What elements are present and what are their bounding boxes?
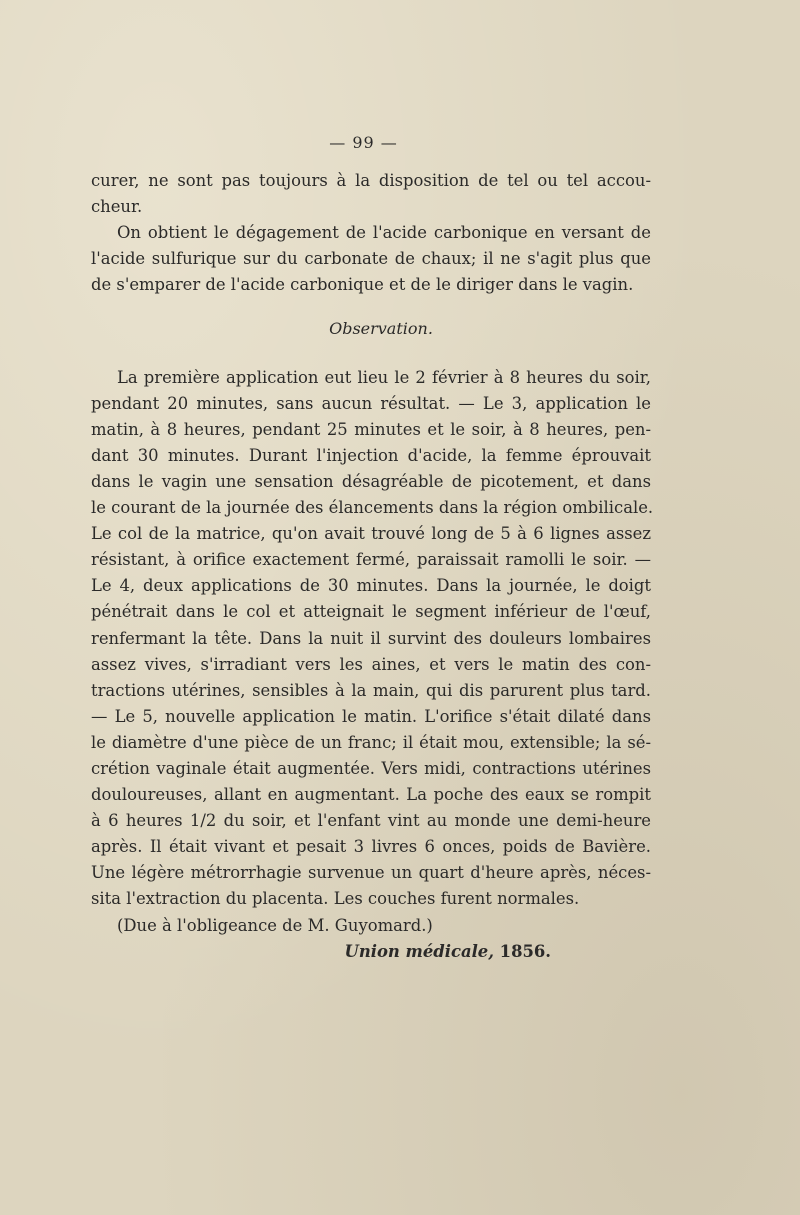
- text-line: dant 30 minutes. Durant l'injection d'acide, la femme éprouvait: [91, 445, 651, 465]
- observation-line: [91, 860, 651, 886]
- text-line: On obtient le dégagement de l'acide carbonique en versant de: [117, 223, 651, 243]
- observation-line: [91, 521, 651, 547]
- text-line: La première application eut lieu le 2 février à 8 heures du soir,: [117, 367, 651, 387]
- observation-line: [91, 678, 651, 704]
- text-line: curer, ne sont pas toujours à la disposition de tel ou tel accou-: [91, 171, 651, 190]
- credit-line: (Due à l'obligeance de M. Guyomard.): [117, 915, 433, 935]
- text-line: renfermant la tête. Dans la nuit il survint des douleurs lombaires: [91, 628, 651, 648]
- observation-line: [91, 652, 651, 678]
- observation-line: [91, 391, 651, 417]
- text-line: dans le vagin une sensation désagréable de picotement, et dans: [91, 471, 651, 491]
- text-line: matin, à 8 heures, pendant 25 minutes et le soir, à 8 heures, pen-: [91, 419, 651, 439]
- text-line: à 6 heures 1/2 du soir, et l'enfant vint au monde une demi-heure: [91, 811, 651, 831]
- source-citation: [91, 939, 651, 965]
- observation-line: [91, 599, 651, 625]
- text-line: après. Il était vivant et pesait 3 livres 6 onces, poids de Bavière.: [91, 837, 651, 857]
- observation-line: [91, 886, 651, 912]
- text-line: douloureuses, allant en augmentant. La poche des eaux se rompit: [91, 785, 651, 805]
- text-line: Le 4, deux applications de 30 minutes. Dans la journée, le doigt: [91, 576, 651, 596]
- text-line: résistant, à orifice exactement fermé, paraissait ramolli le soir. —: [91, 550, 651, 570]
- text-line: le courant de la journée des élancements dans la région ombilicale.: [91, 498, 654, 518]
- text-line: sita l'extraction du placenta. Les couches furent normales.: [91, 889, 580, 909]
- text-line: le diamètre d'une pièce de un franc; il était mou, extensible; la sé-: [91, 732, 651, 752]
- text-line: l'acide sulfurique sur du carbonate de chaux; il ne s'agit plus que: [91, 249, 651, 269]
- source-year: 1856.: [499, 941, 551, 961]
- observation-line: [91, 547, 651, 573]
- text-line: pénétrait dans le col et atteignait le segment inférieur de l'œuf,: [91, 602, 651, 622]
- observation-line: [91, 469, 651, 495]
- text-line: pendant 20 minutes, sans aucun résultat. — Le 3, application le: [91, 393, 651, 413]
- text-line: crétion vaginale était augmentée. Vers midi, contractions utérines: [91, 758, 651, 778]
- observation-line: [91, 730, 651, 756]
- observation-line: [91, 782, 651, 808]
- text-line: de s'emparer de l'acide carbonique et de le diriger dans le vagin.: [91, 275, 634, 295]
- observation-line: [91, 495, 654, 521]
- observation-line: [91, 365, 651, 391]
- body-text: [91, 168, 654, 965]
- paragraph-2: [91, 220, 651, 246]
- observation-paragraph: [91, 365, 654, 913]
- text-line: assez vives, s'irradiant vers les aines, et vers le matin des con-: [91, 654, 651, 674]
- observation-line: [91, 808, 651, 834]
- paragraph-1-end: [91, 194, 651, 220]
- paragraph-2-line: [91, 246, 651, 272]
- observation-line: [91, 834, 651, 860]
- text-line: tractions utérines, sensibles à la main, qui dis parurent plus tard.: [91, 680, 651, 700]
- paragraph-2-end: [91, 272, 651, 298]
- observation-line: [91, 443, 651, 469]
- text-line: Le col de la matrice, qu'on avait trouvé long de 5 à 6 lignes assez: [91, 524, 651, 544]
- paragraph-1: [91, 168, 651, 194]
- text-line: Une légère métrorrhagie survenue un quart d'heure après, néces-: [91, 863, 651, 883]
- text-line: cheur.: [91, 197, 143, 217]
- text-line: — Le 5, nouvelle application le matin. L'orifice s'était dilaté dans: [91, 706, 651, 726]
- observation-line: [91, 417, 651, 443]
- source-journal: Union médicale,: [344, 941, 494, 961]
- observation-line: [91, 704, 651, 730]
- observation-line: [91, 573, 651, 599]
- observation-line: [91, 756, 651, 782]
- observation-line: [91, 626, 651, 652]
- page-number: — 99 —: [329, 133, 398, 152]
- section-title: Observation.: [329, 319, 433, 339]
